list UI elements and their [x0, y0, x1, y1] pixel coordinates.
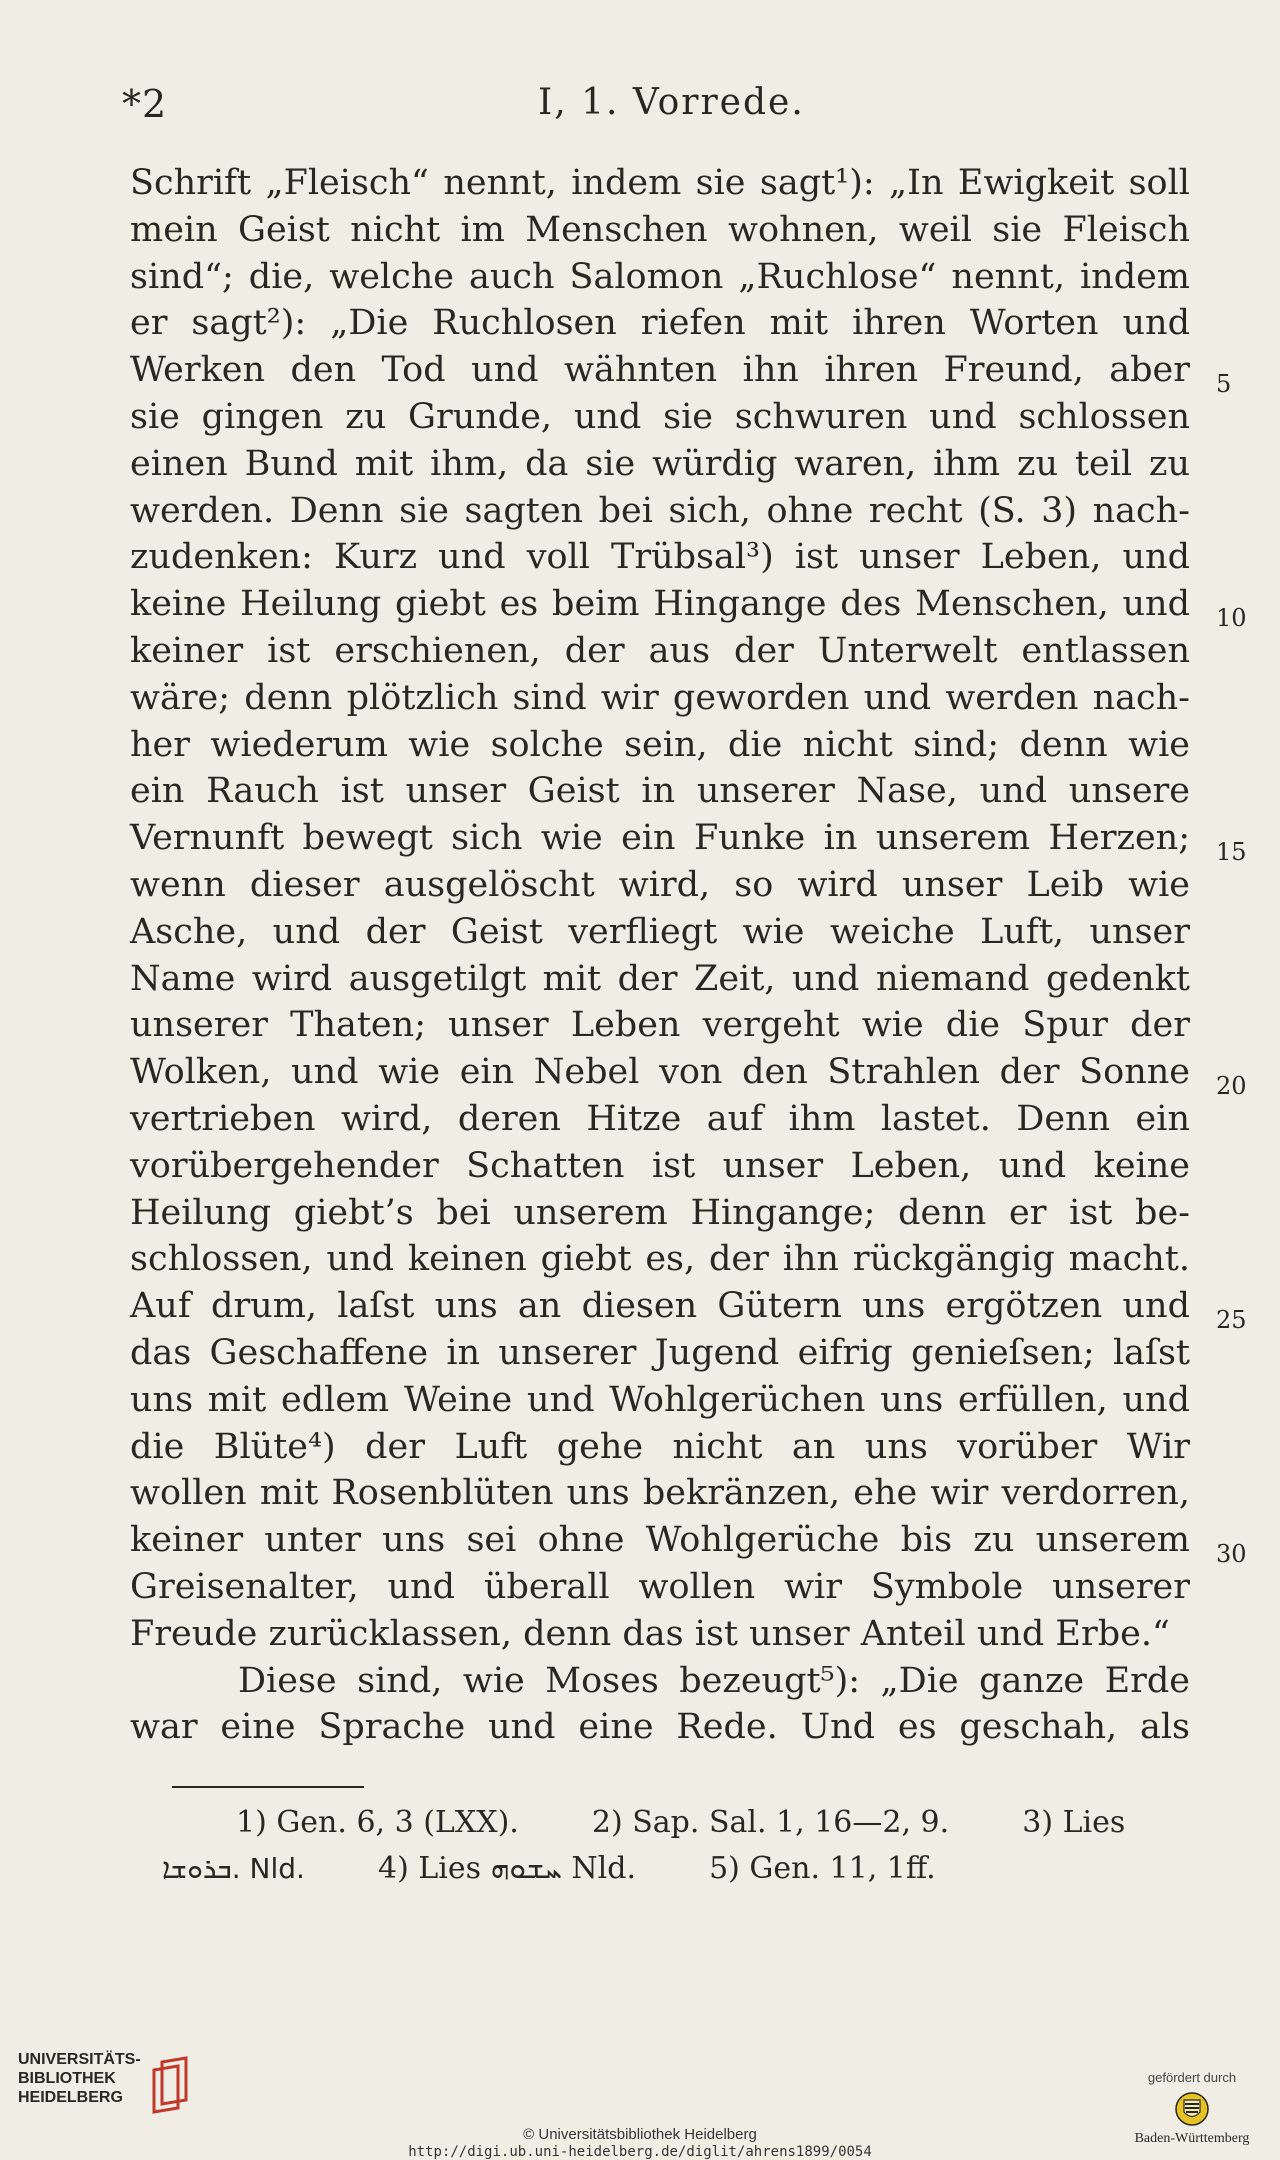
text-line: die Blüte⁴) der Luft gehe nicht an uns vorüber Wir	[130, 1426, 1190, 1467]
library-mark-icon	[148, 2056, 194, 2118]
line-number: 10	[1216, 604, 1247, 632]
page-number: *2	[122, 82, 168, 126]
text-line: sie gingen zu Grunde, und sie schwuren und schlossen	[130, 396, 1190, 437]
text-line: Greisenalter, und überall wollen wir Symbole unserer	[130, 1566, 1190, 1607]
text-line: uns mit edlem Weine und Wohlgerüchen uns erfüllen, und	[130, 1379, 1190, 1420]
line-number: 5	[1216, 370, 1232, 398]
text-line: vertrieben wird, deren Hitze auf ihm lastet. Denn ein	[130, 1098, 1190, 1139]
text-line: das Geschaffene in unserer Jugend eifrig genieſsen; laſst	[130, 1332, 1190, 1373]
line-number: 15	[1216, 838, 1247, 866]
footnote-1: 1) Gen. 6, 3 (LXX).	[236, 1805, 519, 1840]
footnote-5: 5) Gen. 11, 1ff.	[709, 1851, 936, 1886]
text-line: schlossen, und keinen giebt es, der ihn rückgängig macht.	[130, 1239, 1190, 1280]
text-line: her wiederum wie solche sein, die nicht sind; denn wie	[130, 724, 1190, 765]
text-line: einen Bund mit ihm, da sie würdig waren, ihm zu teil zu	[130, 443, 1190, 484]
footnote-3: 3) Lies	[1022, 1805, 1126, 1840]
text-line: keiner unter uns sei ohne Wohlgerüche bis zu unserem	[130, 1520, 1190, 1561]
text-line: zudenken: Kurz und voll Trübsal³) ist unser Leben, und	[130, 537, 1190, 578]
sponsor-block	[1112, 2070, 1272, 2147]
text-line: war eine Sprache und eine Rede. Und es geschah, als	[130, 1707, 1190, 1748]
sponsor-label: gefördert durch	[1147, 2070, 1237, 2085]
text-line: Asche, und der Geist verfliegt wie weiche Luft, unser	[130, 911, 1190, 952]
digitization-footer	[0, 2040, 1280, 2160]
footnote-3-cont: ܒܪܘܫܐ. Nld.	[162, 1852, 305, 1885]
logo-line: UNIVERSITÄTS-	[18, 2051, 141, 2068]
source-url[interactable]: http://digi.ub.uni-heidelberg.de/diglit/ahrens1899/0054	[408, 2144, 872, 2160]
logo-line: HEIDELBERG	[18, 2089, 123, 2106]
text-line: keine Heilung giebt es beim Hingange des Menschen, und	[130, 584, 1190, 625]
library-logo	[18, 2050, 141, 2107]
footnote-separator	[172, 1786, 364, 1788]
footnote-4: 4) Lies ܚܫܘܗ Nld.	[378, 1851, 636, 1886]
text-line: ein Rauch ist unser Geist in unserer Nase, und unsere	[130, 771, 1190, 812]
body-text	[130, 160, 1190, 1751]
text-line: sind“; die, welche auch Salomon „Ruchlose“ nennt, indem	[130, 256, 1190, 297]
text-line: Schrift „Fleisch“ nennt, indem sie sagt¹): „In Ewigkeit soll	[130, 163, 1190, 203]
text-line: wäre; denn plötzlich sind wir geworden und werden nach-	[130, 677, 1190, 718]
text-line: Auf drum, laſst uns an diesen Gütern uns ergötzen und	[130, 1286, 1190, 1327]
text-line: Werken den Tod und wähnten ihn ihren Freund, aber	[130, 350, 1190, 391]
footnote-line	[162, 1800, 1192, 1846]
footnote-line	[162, 1846, 1192, 1892]
line-number: 20	[1216, 1072, 1247, 1100]
text-line: Wolken, und wie ein Nebel von den Strahlen der Sonne	[130, 1052, 1190, 1093]
sponsor-name: Baden-Württemberg	[1134, 2131, 1250, 2146]
running-title: I, 1. Vorrede.	[538, 82, 805, 123]
footnotes	[162, 1800, 1192, 1892]
text-line: wenn dieser ausgelöscht wird, so wird unser Leib wie	[130, 864, 1190, 905]
text-line: unserer Thaten; unser Leben vergeht wie die Spur der	[130, 1005, 1190, 1046]
text-line: keiner ist erschienen, der aus der Unterwelt entlassen	[130, 630, 1190, 671]
text-line: vorübergehender Schatten ist unser Leben, und keine	[130, 1145, 1190, 1186]
logo-line: BIBLIOTHEK	[18, 2070, 116, 2087]
text-line: mein Geist nicht im Menschen wohnen, weil sie Fleisch	[130, 209, 1190, 250]
text-line: Freude zurücklassen, denn das ist unser Anteil und Erbe.“	[130, 1613, 1170, 1654]
text-line: wollen mit Rosenblüten uns bekränzen, ehe wir verdorren,	[130, 1473, 1190, 1514]
text-line: werden. Denn sie sagten bei sich, ohne recht (S. 3) nach-	[130, 490, 1190, 531]
coat-of-arms-icon	[1175, 2091, 1209, 2127]
line-number: 25	[1216, 1306, 1247, 1334]
copyright-notice: © Universitätsbibliothek Heidelberg	[523, 2126, 757, 2143]
text-line: Vernunft bewegt sich wie ein Funke in unserem Herzen;	[130, 818, 1190, 859]
paragraph-start-line: Diese sind, wie Moses bezeugt⁵): „Die ganze Erde	[238, 1660, 1190, 1701]
footnote-2: 2) Sap. Sal. 1, 16—2, 9.	[591, 1805, 950, 1840]
text-line: Heilung giebt’s bei unserem Hingange; denn er ist be-	[130, 1192, 1190, 1233]
text-line: er sagt²): „Die Ruchlosen riefen mit ihren Worten und	[130, 303, 1190, 344]
text-line: Name wird ausgetilgt mit der Zeit, und niemand gedenkt	[130, 958, 1190, 999]
line-number: 30	[1216, 1540, 1247, 1568]
